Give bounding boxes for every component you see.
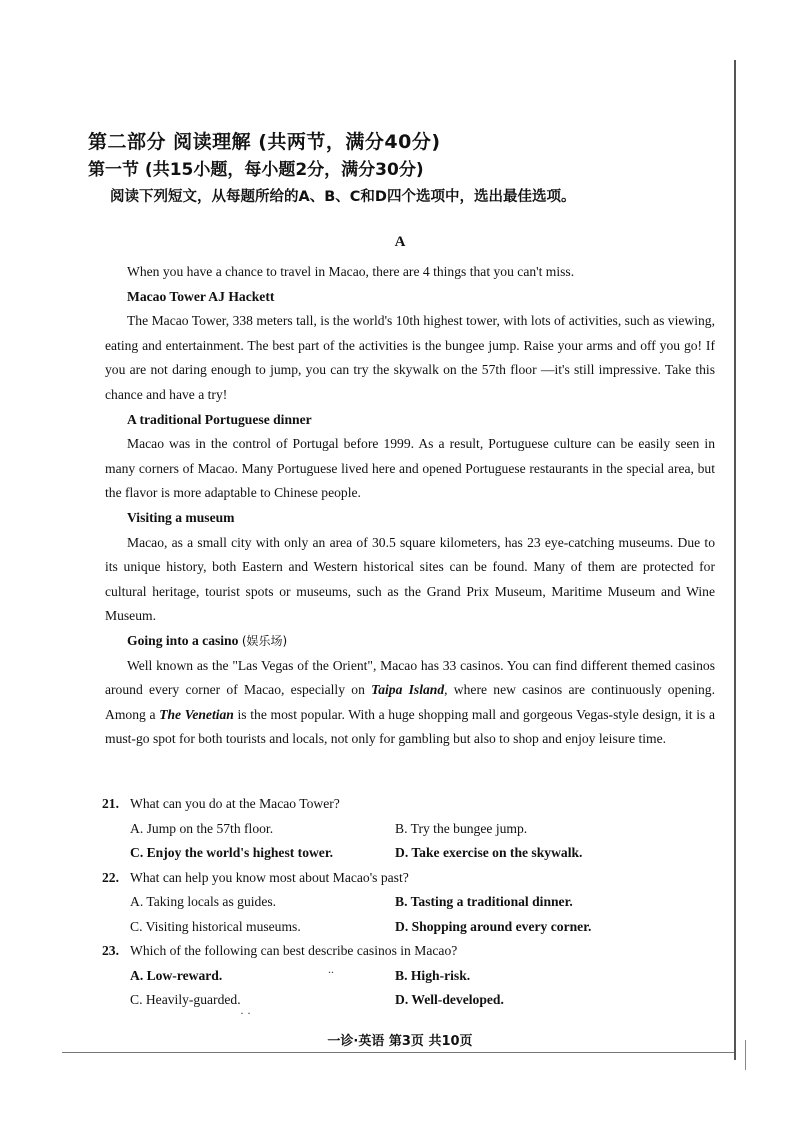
option-a: A. Jump on the 57th floor. — [130, 820, 274, 836]
question-stem: What can you do at the Macao Tower? — [130, 796, 340, 811]
option-d: D. Take exercise on the skywalk. — [395, 845, 583, 860]
options-row — [102, 890, 722, 915]
section-heading-dinner: A traditional Portuguese dinner — [127, 411, 312, 427]
casino-body-part3: is the most popular. With a huge shopping mall and gorgeous Vegas-style design, it is a must-go spot for both tourists and locals, not only for gambling but also to shop and enjoy leisure time. — [105, 706, 715, 747]
passage-letter: A — [394, 234, 406, 250]
casino-body-part2: , where new casinos are continuously opening. Among a — [105, 682, 715, 722]
question-number: 22. — [102, 869, 119, 885]
casino-heading-note: (娱乐场) — [241, 633, 288, 648]
option-b: B. High-risk. — [395, 967, 471, 983]
option-b: B. Try the bungee jump. — [395, 820, 528, 836]
section-heading-museum: Visiting a museum — [127, 509, 235, 525]
question-number: 21. — [102, 796, 119, 811]
option-a: A. Taking locals as guides. — [130, 894, 277, 909]
page-edge-line — [734, 60, 736, 1060]
option-c: C. Visiting historical museums. — [130, 918, 301, 934]
header-block — [88, 128, 728, 210]
page-footer: 一诊·英语 第3页 共10页 — [327, 1034, 473, 1049]
casino-body-italic2: The Venetian — [159, 706, 234, 722]
casino-body-part1: Well known as the "Las Vegas of the Orient", Macao has 33 casinos. You can find different themed casinos around every corner of Macao, especially on — [105, 657, 715, 698]
footer-divider — [62, 1052, 734, 1053]
scan-speck: · · — [240, 1006, 251, 1020]
question-number: 23. — [102, 943, 119, 958]
question-23 — [102, 939, 722, 964]
section-body-casino — [105, 654, 715, 752]
section-title: 第一节 (共15小题，每小题2分，满分30分) — [88, 160, 424, 180]
options-row — [102, 841, 722, 866]
section-body-tower: The Macao Tower, 338 meters tall, is the world's 10th highest tower, with lots of activities, such as viewing, eating and entertainment. The best part of the activities is the bungee jump. Raise your arms and off you go! If you are not daring enough to jump, you can try the skywalk on the 57th floor —it's still impressive. Take this chance and have a try! — [105, 313, 715, 402]
option-d: D. Shopping around every corner. — [395, 918, 592, 934]
section-body-dinner: Macao was in the control of Portugal before 1999. As a result, Portuguese culture can be easily seen in many corners of Macao. Many Portuguese lived here and opened Portuguese restaurants in the special area, but the flavor is more adaptable to Chinese people. — [105, 436, 715, 501]
question-stem: Which of the following can best describe casinos in Macao? — [130, 943, 458, 958]
question-21 — [102, 792, 722, 817]
question-22 — [102, 866, 722, 891]
options-row — [102, 915, 722, 940]
section-body-museum: Macao, as a small city with only an area of 30.5 square kilometers, has 23 eye-catching museums. Due to its unique history, both Eastern and Western historical sites can be found. Many of them are protected for cultural heritage, tourist spots or museums, such as the Grand Prix Museum, Maritime Museum and Wine Museum. — [105, 534, 715, 624]
option-d: D. Well-developed. — [395, 992, 504, 1007]
passage-body — [105, 260, 715, 752]
scan-speck: .. — [328, 962, 334, 976]
option-c: C. Heavily-guarded. — [130, 992, 241, 1007]
options-row — [102, 817, 722, 842]
option-a: A. Low-reward. — [130, 967, 223, 983]
section-heading-casino — [105, 629, 715, 654]
casino-heading-text: Going into a casino — [127, 632, 239, 648]
options-row — [102, 964, 722, 989]
option-c: C. Enjoy the world's highest tower. — [130, 845, 334, 860]
option-b: B. Tasting a traditional dinner. — [395, 894, 573, 909]
instruction-text: 阅读下列短文，从每题所给的A、B、C和D四个选项中，选出最佳选项。 — [110, 189, 576, 205]
casino-body-italic1: Taipa Island — [371, 682, 445, 698]
question-stem: What can help you know most about Macao's past? — [130, 869, 409, 885]
passage-intro: When you have a chance to travel in Macao, there are 4 things that you can't miss. — [127, 264, 575, 279]
part-title: 第二部分 阅读理解 (共两节，满分40分) — [88, 131, 441, 153]
question-list — [102, 792, 722, 1013]
options-row — [102, 988, 722, 1013]
section-heading-tower: Macao Tower AJ Hackett — [127, 288, 275, 304]
